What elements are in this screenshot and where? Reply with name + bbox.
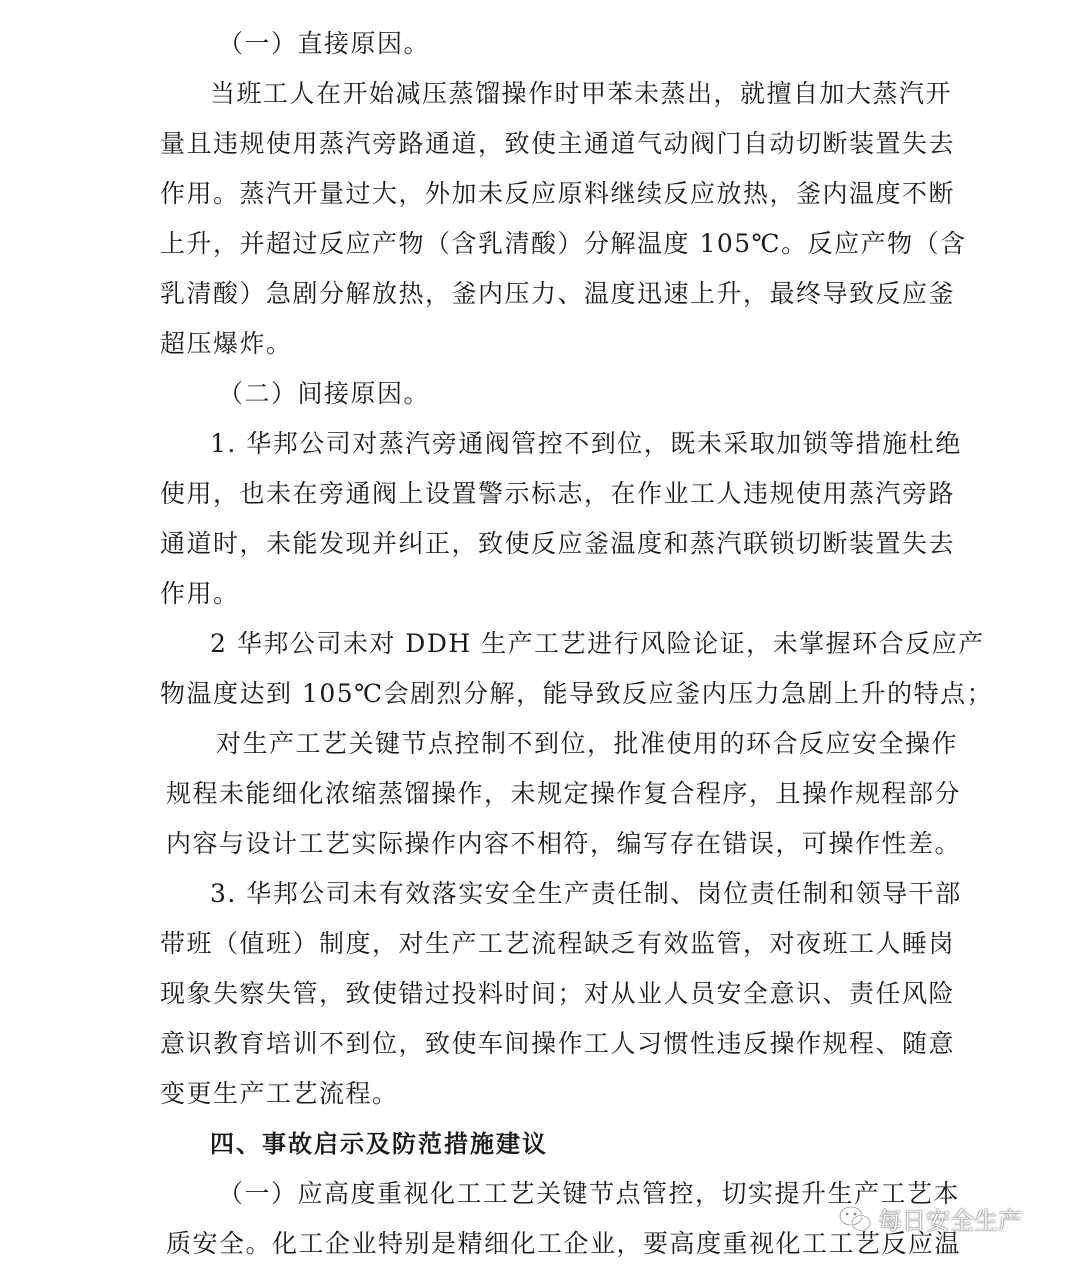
paragraph-line: 质安全。化工企业特别是精细化工企业，要高度重视化工工艺反应温 <box>166 1229 962 1258</box>
paragraph-line: 1. 华邦公司对蒸汽旁通阀管控不到位，既未采取加锁等措施杜绝 <box>210 429 962 458</box>
paragraph-line: 量且违规使用蒸汽旁路通道，致使主通道气动阀门自动切断装置失去 <box>160 129 956 158</box>
watermark <box>838 1201 1022 1236</box>
paragraph-line: 规程未能细化浓缩蒸馏操作，未规定操作复合程序，且操作规程部分 <box>166 779 962 808</box>
paragraph-line: 意识教育培训不到位，致使车间操作工人习惯性违反操作规程、随意 <box>160 1029 956 1058</box>
paragraph-line: 上升，并超过反应产物（含乳清酸）分解温度 105℃。反应产物（含 <box>160 229 967 258</box>
paragraph-line: 内容与设计工艺实际操作内容不相符，编写存在错误，可操作性差。 <box>166 829 962 858</box>
paragraph-line: 物温度达到 105℃会剧烈分解，能导致反应釜内压力急剧上升的特点； <box>160 679 994 708</box>
paragraph-line: 通道时，未能发现并纠正，致使反应釜温度和蒸汽联锁切断装置失去 <box>160 529 956 558</box>
paragraph-line: 超压爆炸。 <box>160 329 293 358</box>
section-heading-indirect-cause: （二）间接原因。 <box>218 379 431 408</box>
wechat-icon <box>838 1204 872 1234</box>
paragraph-line: 变更生产工艺流程。 <box>160 1079 399 1108</box>
paragraph-line: 带班（值班）制度，对生产工艺流程缺乏有效监管，对夜班工人睡岗 <box>160 929 956 958</box>
paragraph-line: 现象失察失管，致使错过投料时间；对从业人员安全意识、责任风险 <box>160 979 956 1008</box>
watermark-label: 每日安全生产 <box>878 1207 1022 1235</box>
paragraph-line: （一）应高度重视化工工艺关键节点管控，切实提升生产工艺本 <box>218 1179 961 1208</box>
paragraph-line: 对生产工艺关键节点控制不到位，批准使用的环合反应安全操作 <box>216 729 959 758</box>
paragraph-line: 3. 华邦公司未有效落实安全生产责任制、岗位责任制和领导干部 <box>210 879 962 908</box>
paragraph-line: 作用。蒸汽开量过大，外加未反应原料继续反应放热，釜内温度不断 <box>160 179 956 208</box>
paragraph-line: 使用，也未在旁通阀上设置警示标志，在作业工人违规使用蒸汽旁路 <box>160 479 956 508</box>
paragraph-line: 作用。 <box>160 579 240 608</box>
paragraph-line: 乳清酸）急剧分解放热，釜内压力、温度迅速上升，最终导致反应釜 <box>160 279 956 308</box>
section-heading-direct-cause: （一）直接原因。 <box>218 29 431 58</box>
section-heading-lessons: 四、事故启示及防范措施建议 <box>210 1130 548 1158</box>
paragraph-line: 2 华邦公司未对 DDH 生产工艺进行风险论证，未掌握环合反应产 <box>210 629 985 658</box>
paragraph-line: 当班工人在开始减压蒸馏操作时甲苯未蒸出，就擅自加大蒸汽开 <box>210 79 953 108</box>
